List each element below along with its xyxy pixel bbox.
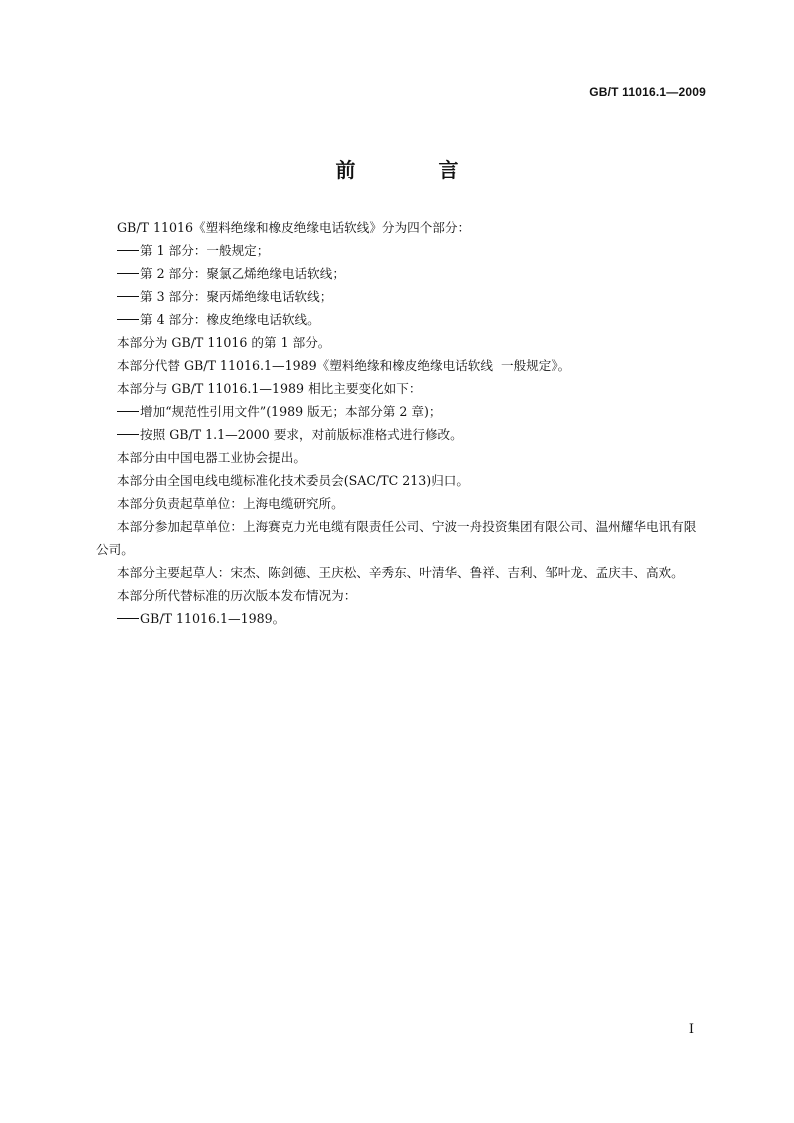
foreword-body: [96, 216, 708, 630]
paragraph-changes-intro: 本部分与 GB/T 11016.1—1989 相比主要变化如下：: [117, 381, 422, 396]
list-item-text: GB/T 11016.1—1989。: [140, 611, 286, 626]
standard-code: GB/T 11016.1—2009: [589, 85, 706, 99]
paragraph-history-intro: 本部分所代替标准的历次版本发布情况为：: [117, 588, 357, 603]
dash-icon: [117, 250, 139, 251]
list-item-text: 按照 GB/T 1.1—2000 要求，对前版标准格式进行修改。: [140, 427, 463, 442]
list-item: [96, 423, 708, 446]
list-item: [96, 308, 708, 331]
paragraph-participating-units: 本部分参加起草单位：上海赛克力光电缆有限责任公司、宁波一舟投资集团有限公司、温州耀华电讯有限公司。: [96, 519, 697, 557]
dash-icon: [117, 618, 139, 619]
dash-icon: [117, 434, 139, 435]
list-item: [96, 262, 708, 285]
dash-icon: [117, 273, 139, 274]
list-item: [96, 239, 708, 262]
list-item: [96, 285, 708, 308]
paragraph-drafting-unit: 本部分负责起草单位：上海电缆研究所。: [117, 496, 344, 511]
list-item: [96, 400, 708, 423]
paragraph-drafters: 本部分主要起草人：宋杰、陈剑德、王庆松、辛秀东、叶清华、鲁祥、吉利、邹叶龙、孟庆丰、高欢。: [117, 565, 684, 580]
list-item-text: 增加“规范性引用文件”(1989 版无；本部分第 2 章)；: [140, 404, 442, 419]
list-item-text: 第 2 部分：聚氯乙烯绝缘电话软线；: [140, 266, 345, 281]
paragraph-parts-intro: GB/T 11016《塑料绝缘和橡皮绝缘电话软线》分为四个部分：: [117, 220, 471, 235]
dash-icon: [117, 296, 139, 297]
dash-icon: [117, 411, 139, 412]
list-item-text: 第 3 部分：聚丙烯绝缘电话软线；: [140, 289, 333, 304]
page-title: 前 言: [335, 158, 497, 182]
list-item-text: 第 4 部分：橡皮绝缘电话软线。: [140, 312, 320, 327]
paragraph-proposed-by: 本部分由中国电器工业协会提出。: [117, 450, 306, 465]
list-item: [96, 607, 708, 630]
paragraph-under-jurisdiction: 本部分由全国电线电缆标准化技术委员会(SAC/TC 213)归口。: [117, 473, 469, 488]
list-item-text: 第 1 部分：一般规定；: [140, 243, 270, 258]
dash-icon: [117, 319, 139, 320]
paragraph-part-number: 本部分为 GB/T 11016 的第 1 部分。: [117, 335, 331, 350]
page-number: I: [688, 1022, 694, 1037]
paragraph-replaces: 本部分代替 GB/T 11016.1—1989《塑料绝缘和橡皮绝缘电话软线 一般规定》。: [117, 358, 571, 373]
